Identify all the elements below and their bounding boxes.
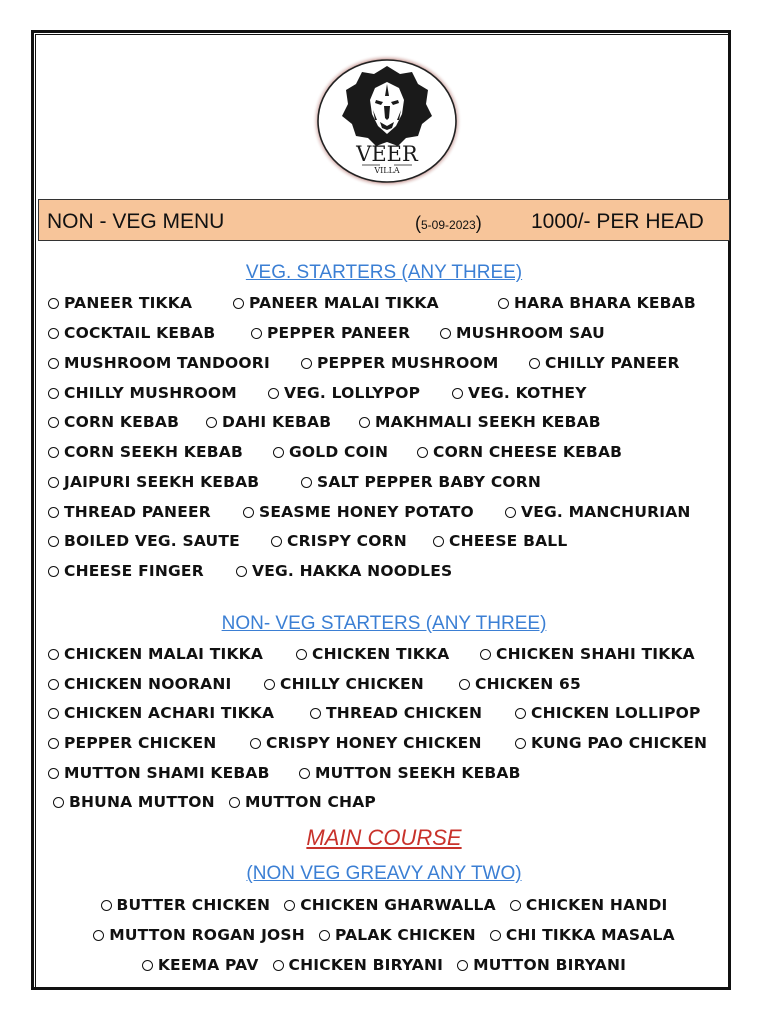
menu-item <box>251 324 410 342</box>
menu-item <box>229 793 376 811</box>
menu-item-label: CHICKEN 65 <box>475 675 582 693</box>
menu-row <box>0 324 768 350</box>
menu-item-label: CHICKEN HANDI <box>525 896 668 914</box>
menu-item <box>296 645 449 663</box>
radio-circle-icon[interactable] <box>284 900 295 911</box>
radio-circle-icon[interactable] <box>236 566 247 577</box>
menu-row <box>0 384 768 410</box>
radio-circle-icon[interactable] <box>452 388 463 399</box>
menu-item <box>48 294 192 312</box>
menu-item <box>48 675 231 693</box>
menu-item-label: CHILLY MUSHROOM <box>64 384 237 402</box>
menu-item <box>48 764 270 782</box>
radio-circle-icon[interactable] <box>299 768 310 779</box>
logo-subtext: VILLA <box>374 166 400 175</box>
menu-item-label: CHEESE FINGER <box>64 562 204 580</box>
menu-item-label: KEEMA PAV <box>157 956 259 974</box>
menu-item-label: PEPPER MUSHROOM <box>317 354 499 372</box>
menu-row <box>0 704 768 730</box>
menu-item-label: SEASME HONEY POTATO <box>259 503 474 521</box>
menu-item <box>233 294 439 312</box>
menu-item-label: CORN SEEKH KEBAB <box>64 443 243 461</box>
logo-text: VEER <box>356 142 418 166</box>
menu-item <box>264 675 424 693</box>
menu-item <box>48 473 259 491</box>
menu-item-label: PEPPER CHICKEN <box>64 734 217 752</box>
menu-item-label: MUSHROOM SAU <box>456 324 605 342</box>
menu-row <box>0 645 768 671</box>
menu-item-label: MUTTON BIRYANI <box>473 956 627 974</box>
menu-row <box>0 675 768 701</box>
radio-circle-icon[interactable] <box>142 960 153 971</box>
radio-circle-icon[interactable] <box>359 417 370 428</box>
menu-item-label: CHEESE BALL <box>449 532 568 550</box>
menu-item <box>48 443 243 461</box>
main-course-title: MAIN COURSE <box>306 825 462 850</box>
menu-item <box>498 294 696 312</box>
menu-item-label: MUTTON SEEKH KEBAB <box>315 764 521 782</box>
menu-item <box>505 503 691 521</box>
menu-item-label: CORN KEBAB <box>64 413 180 431</box>
menu-item <box>101 896 271 914</box>
menu-row <box>0 473 768 499</box>
menu-row <box>0 562 768 588</box>
radio-circle-icon[interactable] <box>264 679 275 690</box>
radio-circle-icon[interactable] <box>417 447 428 458</box>
radio-circle-icon[interactable] <box>457 960 468 971</box>
menu-item <box>48 704 274 722</box>
veg-starters-title: VEG. STARTERS (ANY THREE) <box>245 262 523 283</box>
radio-circle-icon[interactable] <box>48 679 59 690</box>
radio-circle-icon[interactable] <box>53 797 64 808</box>
radio-circle-icon[interactable] <box>529 358 540 369</box>
menu-item-label: HARA BHARA KEBAB <box>514 294 696 312</box>
menu-item-label: PEPPER PANEER <box>267 324 411 342</box>
menu-item <box>268 384 420 402</box>
menu-item <box>480 645 695 663</box>
menu-item-label: CHICKEN SHAHI TIKKA <box>496 645 695 663</box>
menu-item <box>359 413 601 431</box>
menu-item <box>284 896 496 914</box>
menu-item-label: VEG. LOLLYPOP <box>284 384 421 402</box>
radio-circle-icon[interactable] <box>93 930 104 941</box>
nonveg-starters-title: NON- VEG STARTERS (ANY THREE) <box>221 613 547 634</box>
menu-item-label: MUTTON SHAMI KEBAB <box>64 764 270 782</box>
radio-circle-icon[interactable] <box>48 536 59 547</box>
veer-villa-logo <box>312 54 462 188</box>
menu-item <box>273 956 444 974</box>
radio-circle-icon[interactable] <box>510 900 521 911</box>
menu-item-label: MUSHROOM TANDOORI <box>64 354 270 372</box>
radio-circle-icon[interactable] <box>515 738 526 749</box>
menu-item-label: PANEER MALAI TIKKA <box>249 294 439 312</box>
menu-item-label: VEG. KOTHEY <box>468 384 587 402</box>
radio-circle-icon[interactable] <box>515 708 526 719</box>
radio-circle-icon[interactable] <box>48 388 59 399</box>
radio-circle-icon[interactable] <box>48 447 59 458</box>
radio-circle-icon[interactable] <box>498 298 509 309</box>
menu-item <box>48 384 237 402</box>
radio-circle-icon[interactable] <box>271 536 282 547</box>
radio-circle-icon[interactable] <box>273 960 284 971</box>
radio-circle-icon[interactable] <box>251 328 262 339</box>
menu-row <box>0 764 768 790</box>
menu-item <box>452 384 587 402</box>
radio-circle-icon[interactable] <box>490 930 501 941</box>
menu-item-label: CHICKEN NOORANI <box>64 675 232 693</box>
menu-item-label: BOILED VEG. SAUTE <box>64 532 240 550</box>
menu-item-label: PALAK CHICKEN <box>334 926 476 944</box>
menu-row <box>0 925 768 944</box>
radio-circle-icon[interactable] <box>268 388 279 399</box>
menu-item-label: THREAD PANEER <box>64 503 211 521</box>
menu-item <box>142 956 259 974</box>
radio-circle-icon[interactable] <box>206 417 217 428</box>
menu-title: NON - VEG MENU <box>47 210 225 233</box>
menu-item-label: VEG. MANCHURIAN <box>521 503 691 521</box>
menu-item-label: CHICKEN MALAI TIKKA <box>64 645 264 663</box>
menu-item-label: JAIPURI SEEKH KEBAB <box>64 473 260 491</box>
menu-item <box>457 956 626 974</box>
menu-item <box>459 675 581 693</box>
menu-item-label: CRISPY HONEY CHICKEN <box>266 734 482 752</box>
radio-circle-icon[interactable] <box>273 447 284 458</box>
menu-row <box>0 895 768 914</box>
radio-circle-icon[interactable] <box>459 679 470 690</box>
radio-circle-icon[interactable] <box>433 536 444 547</box>
menu-item-label: MUTTON ROGAN JOSH <box>109 926 305 944</box>
menu-item <box>53 793 215 811</box>
radio-circle-icon[interactable] <box>229 797 240 808</box>
radio-circle-icon[interactable] <box>48 507 59 518</box>
radio-circle-icon[interactable] <box>48 358 59 369</box>
menu-row <box>0 503 768 529</box>
radio-circle-icon[interactable] <box>48 649 59 660</box>
radio-circle-icon[interactable] <box>48 298 59 309</box>
menu-item <box>301 473 541 491</box>
radio-circle-icon[interactable] <box>296 649 307 660</box>
menu-row <box>0 443 768 469</box>
menu-item-label: DAHI KEBAB <box>222 413 332 431</box>
menu-item <box>433 532 567 550</box>
menu-item-label: PANEER TIKKA <box>64 294 193 312</box>
menu-row <box>0 955 768 974</box>
menu-item-label: CHICKEN LOLLIPOP <box>531 704 701 722</box>
radio-circle-icon[interactable] <box>505 507 516 518</box>
menu-item <box>515 734 707 752</box>
radio-circle-icon[interactable] <box>250 738 261 749</box>
menu-item <box>48 413 179 431</box>
menu-date: (5-09-2023) <box>415 213 482 233</box>
menu-item-label: COCKTAIL KEBAB <box>64 324 216 342</box>
menu-item-label: CHILLY CHICKEN <box>280 675 424 693</box>
radio-circle-icon[interactable] <box>48 328 59 339</box>
menu-item <box>319 926 476 944</box>
menu-row <box>0 354 768 380</box>
menu-item <box>48 354 270 372</box>
menu-item-label: MUTTON CHAP <box>245 793 376 811</box>
menu-item <box>48 532 240 550</box>
menu-row <box>0 532 768 558</box>
menu-item-label: CHICKEN TIKKA <box>312 645 450 663</box>
menu-item <box>515 704 701 722</box>
menu-item <box>48 734 216 752</box>
menu-item <box>310 704 482 722</box>
menu-item-label: CHICKEN BIRYANI <box>288 956 444 974</box>
menu-item <box>271 532 407 550</box>
menu-item-label: CHI TIKKA MASALA <box>505 926 675 944</box>
menu-item-label: SALT PEPPER BABY CORN <box>317 473 542 491</box>
radio-circle-icon[interactable] <box>48 566 59 577</box>
menu-header-bar <box>38 199 730 241</box>
menu-item <box>490 926 675 944</box>
radio-circle-icon[interactable] <box>440 328 451 339</box>
menu-item-label: CHICKEN GHARWALLA <box>300 896 496 914</box>
menu-price: 1000/- PER HEAD <box>531 210 704 233</box>
menu-item-label: BHUNA MUTTON <box>69 793 215 811</box>
radio-circle-icon[interactable] <box>101 900 112 911</box>
menu-item <box>236 562 452 580</box>
radio-circle-icon[interactable] <box>48 708 59 719</box>
menu-item <box>250 734 482 752</box>
radio-circle-icon[interactable] <box>301 358 312 369</box>
menu-item-label: CHICKEN ACHARI TIKKA <box>64 704 275 722</box>
radio-circle-icon[interactable] <box>233 298 244 309</box>
main-course-subtitle: (NON VEG GREAVY ANY TWO) <box>246 863 522 884</box>
menu-item <box>48 645 263 663</box>
menu-item <box>417 443 622 461</box>
menu-item <box>243 503 474 521</box>
radio-circle-icon[interactable] <box>480 649 491 660</box>
radio-circle-icon[interactable] <box>243 507 254 518</box>
radio-circle-icon[interactable] <box>319 930 330 941</box>
menu-item <box>93 926 305 944</box>
menu-item-label: THREAD CHICKEN <box>326 704 483 722</box>
menu-item <box>299 764 521 782</box>
menu-item <box>48 562 204 580</box>
menu-item <box>529 354 680 372</box>
menu-item-label: CHILLY PANEER <box>545 354 680 372</box>
radio-circle-icon[interactable] <box>48 477 59 488</box>
menu-item-label: CORN CHEESE KEBAB <box>433 443 623 461</box>
menu-item <box>48 503 211 521</box>
menu-item-label: VEG. HAKKA NOODLES <box>252 562 453 580</box>
radio-circle-icon[interactable] <box>48 768 59 779</box>
menu-row <box>0 294 768 320</box>
menu-row <box>0 734 768 760</box>
radio-circle-icon[interactable] <box>310 708 321 719</box>
menu-item <box>48 324 215 342</box>
menu-item-label: MAKHMALI SEEKH KEBAB <box>375 413 601 431</box>
radio-circle-icon[interactable] <box>48 417 59 428</box>
menu-item-label: GOLD COIN <box>289 443 389 461</box>
menu-item <box>206 413 331 431</box>
radio-circle-icon[interactable] <box>301 477 312 488</box>
menu-item <box>510 896 668 914</box>
menu-item <box>440 324 605 342</box>
menu-item-label: CRISPY CORN <box>287 532 407 550</box>
menu-item-label: BUTTER CHICKEN <box>116 896 271 914</box>
menu-item-label: KUNG PAO CHICKEN <box>531 734 708 752</box>
menu-row <box>0 413 768 439</box>
radio-circle-icon[interactable] <box>48 738 59 749</box>
menu-row <box>0 793 768 819</box>
menu-item <box>301 354 498 372</box>
menu-item <box>273 443 388 461</box>
